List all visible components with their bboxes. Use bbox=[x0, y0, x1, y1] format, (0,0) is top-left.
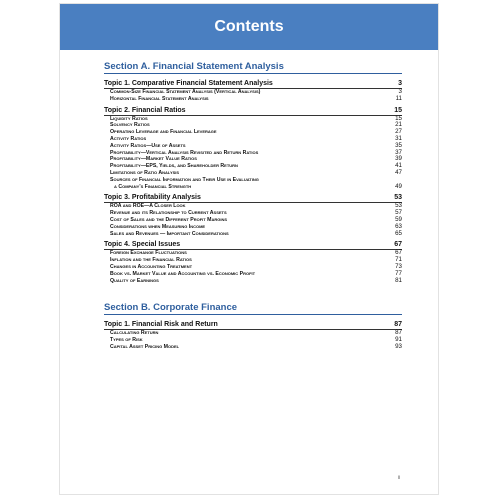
toc-entry-label: Inflation and the Financial Ratios bbox=[110, 257, 192, 264]
topic-group bbox=[104, 321, 402, 350]
toc-entry-page: 53 bbox=[395, 202, 402, 210]
toc-entry-label: Solvency Ratios bbox=[110, 122, 150, 129]
toc-entry[interactable] bbox=[104, 224, 402, 231]
topic-page-number: 67 bbox=[394, 241, 402, 249]
toc-entry-label: Cost of Sales and the Different Profit Margins bbox=[110, 216, 228, 223]
toc-entry-page: 47 bbox=[395, 168, 402, 176]
toc-entry[interactable] bbox=[104, 278, 402, 285]
toc-entry-label: Limitations of Ratio Analysis bbox=[110, 169, 180, 176]
contents-banner bbox=[60, 4, 438, 50]
topic-title: Topic 2. Financial Ratios bbox=[104, 106, 186, 114]
toc-entry-page: 87 bbox=[395, 329, 402, 337]
toc-entry-label: Considerations when Measuring Income bbox=[110, 223, 206, 230]
page-number: ii bbox=[398, 475, 401, 481]
topic-heading[interactable] bbox=[104, 241, 402, 250]
toc-entry[interactable] bbox=[104, 257, 402, 264]
toc-entry-label: Activity Ratios bbox=[110, 135, 147, 142]
toc-entry-page: 31 bbox=[395, 134, 402, 142]
toc-entry[interactable] bbox=[104, 344, 402, 351]
toc-entry-page: 91 bbox=[395, 336, 402, 344]
topic-group bbox=[104, 107, 402, 191]
toc-entry[interactable] bbox=[104, 129, 402, 136]
toc-entry-label: Profitability—Vertical Analysis Revisited and Return Ratios bbox=[110, 149, 259, 156]
toc-entry-label: Sales and Revenues — Important Considerations bbox=[110, 230, 229, 237]
toc-entry-label: Horizontal Financial Statement Analysis bbox=[110, 95, 209, 102]
toc-entry-page: 41 bbox=[395, 162, 402, 170]
topic-title: Topic 1. Comparative Financial Statement Analysis bbox=[104, 80, 273, 87]
toc-entry[interactable] bbox=[104, 163, 402, 170]
section-heading: Section A. Financial Statement Analysis bbox=[104, 61, 402, 74]
toc-entry-label: Activity Ratios—Use of Assets bbox=[110, 142, 186, 149]
toc-entry-label: Types of Risk bbox=[110, 337, 143, 344]
toc-entry-label: Liquidity Ratios bbox=[110, 115, 148, 122]
toc-entry[interactable] bbox=[104, 122, 402, 129]
topic-page-number: 15 bbox=[394, 106, 402, 114]
toc-entry-label: Quality of Earnings bbox=[110, 277, 159, 284]
toc-entry[interactable] bbox=[104, 156, 402, 163]
toc-entry-page: 59 bbox=[395, 215, 402, 223]
toc-entry-page: 21 bbox=[395, 121, 402, 129]
toc-entry-label: Foreign Exchange Fluctuations bbox=[110, 250, 187, 257]
topic-group bbox=[104, 80, 402, 103]
toc-entry-page: 37 bbox=[395, 148, 402, 156]
toc-entry-label: Changes in Accounting Treatment bbox=[110, 263, 193, 270]
toc-entry[interactable] bbox=[104, 170, 402, 177]
topic-title: Topic 3. Profitability Analysis bbox=[104, 194, 201, 202]
toc-entry[interactable] bbox=[104, 150, 402, 157]
topic-heading[interactable] bbox=[104, 80, 402, 89]
toc-entry-label: Operating Leverage and Financial Leverage bbox=[110, 129, 217, 136]
toc-entry[interactable] bbox=[104, 89, 402, 96]
toc-entry-label: ROA and ROE—A Closer Look bbox=[110, 203, 186, 210]
toc-entry-label: Capital Asset Pricing Model bbox=[110, 343, 180, 350]
toc-entry-page: 67 bbox=[395, 249, 402, 257]
toc-entry[interactable] bbox=[104, 96, 402, 103]
page-title: Contents bbox=[214, 18, 284, 35]
topic-page-number: 53 bbox=[394, 194, 402, 202]
toc-entry[interactable] bbox=[104, 177, 402, 184]
toc-entry[interactable] bbox=[104, 143, 402, 150]
table-of-contents bbox=[104, 61, 402, 355]
topic-title: Topic 1. Financial Risk and Return bbox=[104, 321, 218, 329]
toc-entry[interactable] bbox=[104, 136, 402, 143]
topic-title: Topic 4. Special Issues bbox=[104, 241, 181, 249]
toc-entry[interactable] bbox=[104, 116, 402, 123]
toc-entry[interactable] bbox=[104, 210, 402, 217]
toc-entry-page: 35 bbox=[395, 141, 402, 149]
toc-entry-page: 39 bbox=[395, 155, 402, 163]
toc-entry[interactable] bbox=[104, 337, 402, 344]
toc-entry-label: a Company's Financial Strength bbox=[114, 183, 192, 190]
toc-entry-page: 73 bbox=[395, 262, 402, 270]
toc-entry-page: 3 bbox=[398, 88, 402, 95]
topic-heading[interactable] bbox=[104, 194, 402, 203]
toc-entry-label: Sources of Financial Information and Their Use in Evaluating bbox=[110, 176, 259, 183]
toc-entry-page: 63 bbox=[395, 222, 402, 230]
toc-entry-label: Profitability—Market Value Ratios bbox=[110, 156, 197, 163]
topic-heading[interactable] bbox=[104, 321, 402, 330]
toc-entry-page: 81 bbox=[395, 276, 402, 284]
toc-entry-page: 49 bbox=[395, 182, 402, 190]
topic-page-number: 87 bbox=[394, 321, 402, 329]
topic-page-number: 3 bbox=[398, 80, 402, 87]
topic-heading[interactable] bbox=[104, 107, 402, 116]
toc-entry-page: 57 bbox=[395, 209, 402, 217]
toc-entry-page: 93 bbox=[395, 342, 402, 350]
toc-entry[interactable] bbox=[104, 264, 402, 271]
toc-entry-page: 65 bbox=[395, 229, 402, 237]
topic-group bbox=[104, 241, 402, 284]
document-page bbox=[60, 4, 438, 494]
topic-group bbox=[104, 194, 402, 237]
toc-entry[interactable] bbox=[104, 271, 402, 278]
toc-entry-label: Book vs. Market Value and Accounting vs. Economic Profit bbox=[110, 270, 256, 277]
toc-entry[interactable] bbox=[104, 250, 402, 257]
toc-entry[interactable] bbox=[104, 330, 402, 337]
toc-entry-label: Revenue and its Relationship to Current Assets bbox=[110, 210, 227, 217]
toc-entry-page: 27 bbox=[395, 128, 402, 136]
toc-entry[interactable] bbox=[104, 203, 402, 210]
toc-entry-page: 11 bbox=[395, 94, 402, 102]
toc-entry-label: Profitability—EPS, Yields, and Shareholder Return bbox=[110, 163, 238, 170]
toc-entry-page: 71 bbox=[395, 256, 402, 264]
toc-entry[interactable] bbox=[104, 217, 402, 224]
toc-entry-page: 77 bbox=[395, 269, 402, 277]
section-heading: Section B. Corporate Finance bbox=[104, 302, 402, 315]
toc-entry-page: 15 bbox=[395, 114, 402, 122]
toc-entry[interactable] bbox=[104, 231, 402, 238]
toc-entry-label: Calculating Return bbox=[110, 330, 159, 337]
toc-entry-label: Common-Size Financial Statement Analysis (Vertical Analysis) bbox=[110, 89, 261, 95]
toc-entry[interactable] bbox=[104, 184, 402, 191]
